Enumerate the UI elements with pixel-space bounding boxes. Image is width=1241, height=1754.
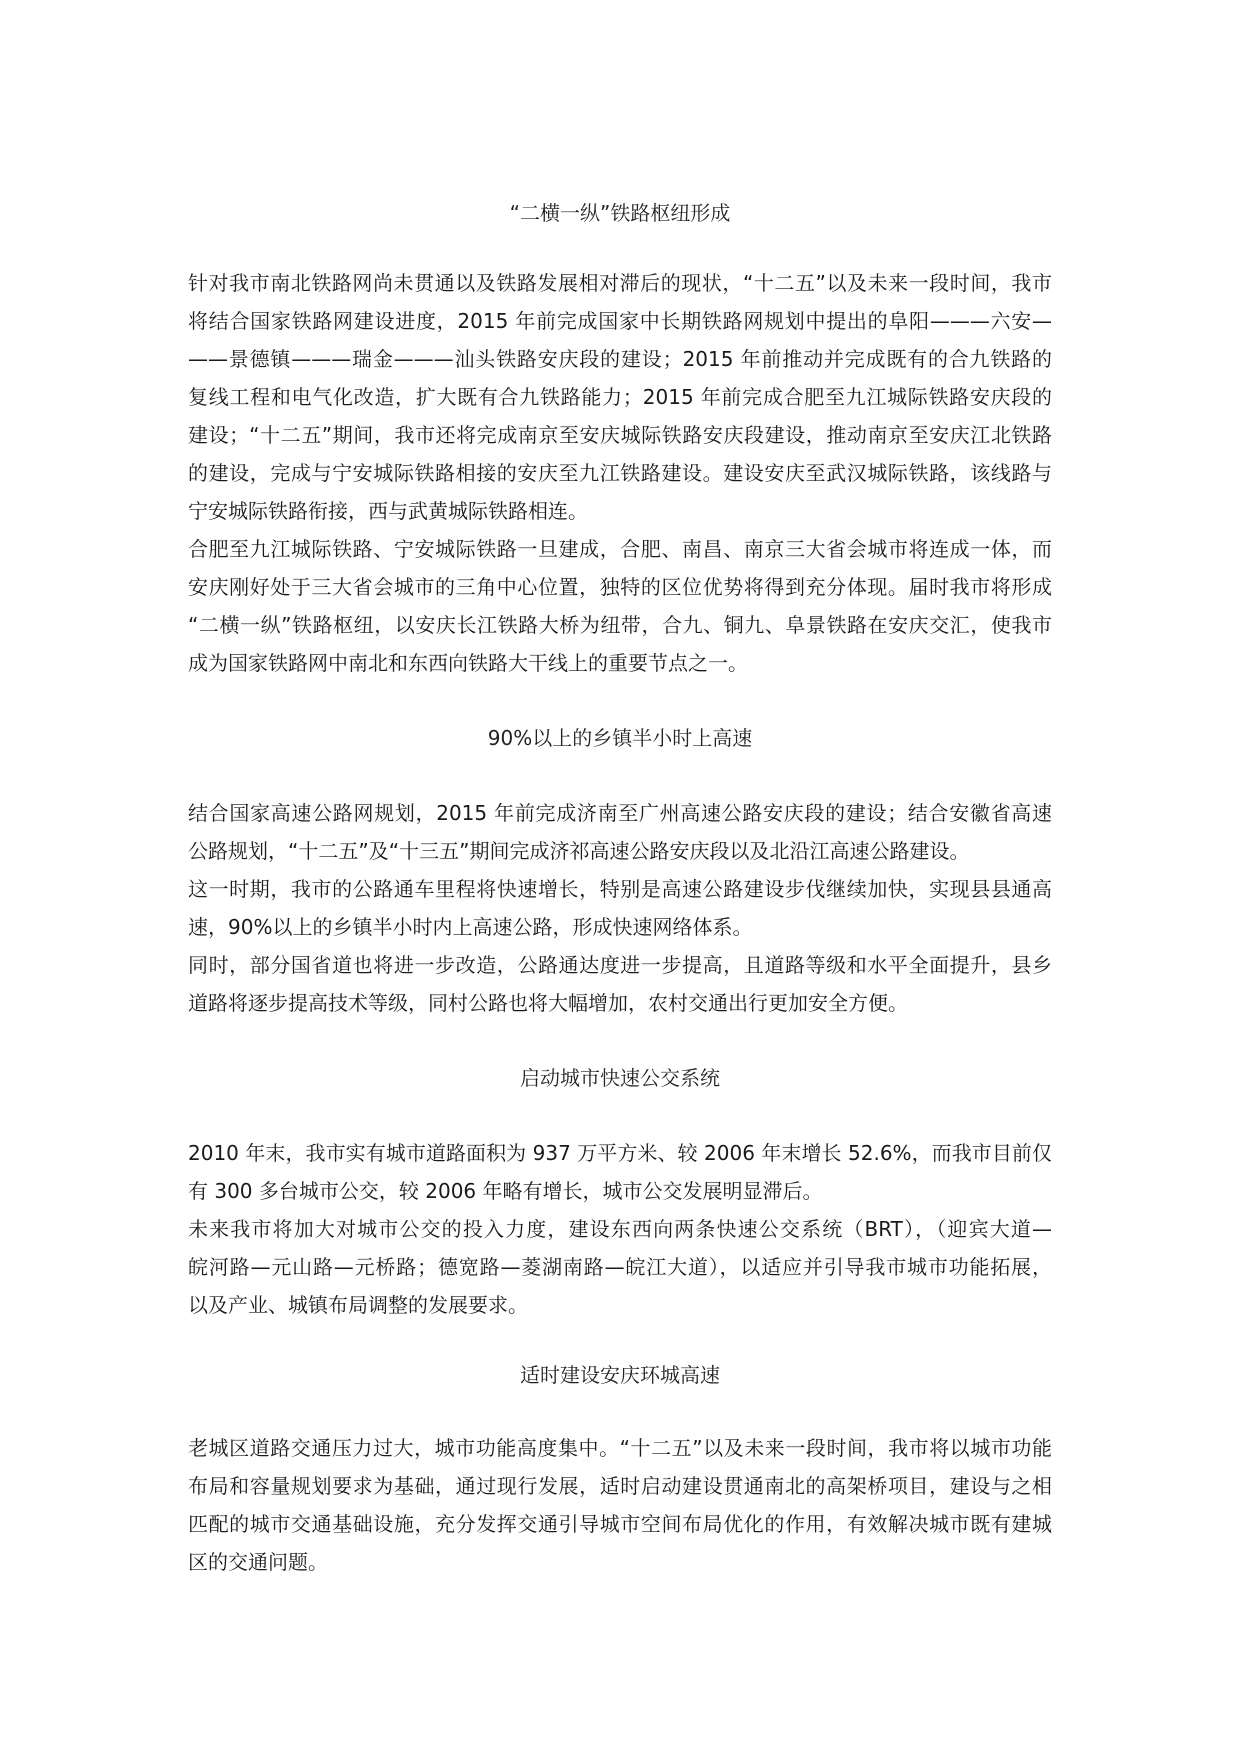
text-line: 道路将逐步提高技术等级，同村公路也将大幅增加，农村交通出行更加安全方便。 <box>188 991 908 1015</box>
section-heading-brt: 启动城市快速公交系统 <box>520 1066 720 1090</box>
text-line: 将结合国家铁路网建设进度，2015 年前完成国家中长期铁路网规划中提出的阜阳———六安— <box>188 309 1052 333</box>
paragraph-ring-expressway <box>188 1429 1052 1581</box>
text-line: 结合国家高速公路网规划，2015 年前完成济南至广州高速公路安庆段的建设；结合安徽省高速 <box>188 801 1052 825</box>
text-line: 未来我市将加大对城市公交的投入力度，建设东西向两条快速公交系统（BRT），（迎宾大道— <box>188 1217 1052 1241</box>
paragraph-brt-status <box>188 1134 1052 1210</box>
text-line: 建设；“十二五”期间，我市还将完成南京至安庆城际铁路安庆段建设，推动南京至安庆江北铁路 <box>188 423 1052 447</box>
paragraph-brt-plan <box>188 1210 1052 1324</box>
text-line: 皖河路—元山路—元桥路；德宽路—菱湖南路—皖江大道），以适应并引导我市城市功能拓展， <box>188 1255 1052 1279</box>
text-line: 匹配的城市交通基础设施，充分发挥交通引导城市空间布局优化的作用，有效解决城市既有建城 <box>188 1512 1052 1536</box>
text-line: 这一时期，我市的公路通车里程将快速增长，特别是高速公路建设步伐继续加快，实现县县通高 <box>188 877 1052 901</box>
text-line: 区的交通问题。 <box>188 1550 328 1574</box>
text-line: 有 300 多台城市公交，较 2006 年略有增长，城市公交发展明显滞后。 <box>188 1179 823 1203</box>
text-line: 公路规划，“十二五”及“十三五”期间完成济祁高速公路安庆段以及北沿江高速公路建设。 <box>188 839 970 863</box>
section-heading-ring-expressway: 适时建设安庆环城高速 <box>520 1363 720 1387</box>
text-line: 的建设，完成与宁安城际铁路相接的安庆至九江铁路建设。建设安庆至武汉城际铁路，该线路与 <box>188 461 1052 485</box>
text-line: 老城区道路交通压力过大，城市功能高度集中。“十二五”以及未来一段时间，我市将以城市功能 <box>188 1436 1052 1460</box>
paragraph-highway-growth <box>188 870 1052 946</box>
text-line: 宁安城际铁路衔接，西与武黄城际铁路相连。 <box>188 499 588 523</box>
text-line: 成为国家铁路网中南北和东西向铁路大干线上的重要节点之一。 <box>188 651 748 675</box>
text-line: ——景德镇———瑞金———汕头铁路安庆段的建设；2015 年前推动并完成既有的合九铁路的 <box>188 347 1052 371</box>
paragraph-railway-hub <box>188 530 1052 682</box>
text-line: 速，90%以上的乡镇半小时内上高速公路，形成快速网络体系。 <box>188 915 753 939</box>
paragraph-railway-plan <box>188 264 1052 530</box>
text-line: 以及产业、城镇布局调整的发展要求。 <box>188 1293 528 1317</box>
text-line: 2010 年末，我市实有城市道路面积为 937 万平方米、较 2006 年末增长 52.6%，而我市目前仅 <box>188 1141 1052 1165</box>
paragraph-highway-plan <box>188 794 1052 870</box>
text-line: 合肥至九江城际铁路、宁安城际铁路一旦建成，合肥、南昌、南京三大省会城市将连成一体，而 <box>188 537 1052 561</box>
text-line: 针对我市南北铁路网尚未贯通以及铁路发展相对滞后的现状，“十二五”以及未来一段时间，我市 <box>188 271 1052 295</box>
text-line: 同时，部分国省道也将进一步改造，公路通达度进一步提高，且道路等级和水平全面提升，县乡 <box>188 953 1052 977</box>
text-line: 复线工程和电气化改造，扩大既有合九铁路能力；2015 年前完成合肥至九江城际铁路安庆段的 <box>188 385 1052 409</box>
paragraph-highway-roads <box>188 946 1052 1022</box>
text-line: “二横一纵”铁路枢纽，以安庆长江铁路大桥为纽带，合九、铜九、阜景铁路在安庆交汇，使我市 <box>188 613 1052 637</box>
section-heading-highway: 90%以上的乡镇半小时上高速 <box>487 726 753 750</box>
text-line: 布局和容量规划要求为基础，通过现行发展，适时启动建设贯通南北的高架桥项目，建设与之相 <box>188 1474 1052 1498</box>
section-heading-railway: “二横一纵”铁路枢纽形成 <box>509 201 731 225</box>
text-line: 安庆刚好处于三大省会城市的三角中心位置，独特的区位优势将得到充分体现。届时我市将形成 <box>188 575 1052 599</box>
